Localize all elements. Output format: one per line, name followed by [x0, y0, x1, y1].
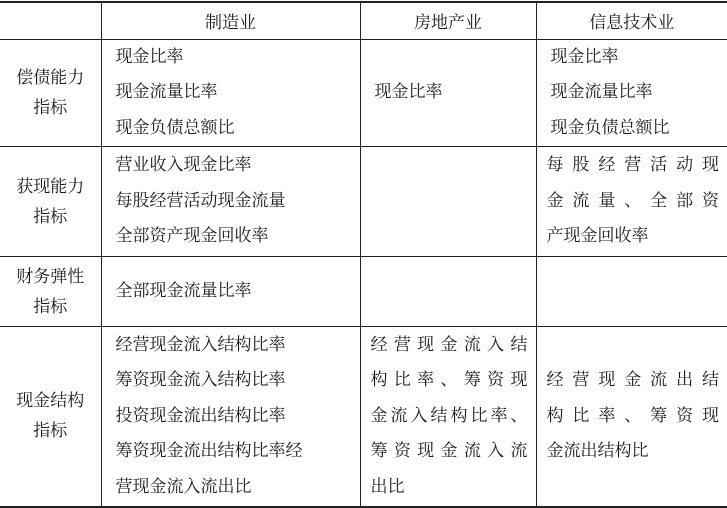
row-label-cash-acquisition: 获现能力 指标	[0, 147, 101, 257]
cell-real-estate	[360, 147, 536, 257]
table-row	[0, 327, 727, 507]
table-row	[0, 147, 727, 257]
row-label-cash-structure: 现金结构 指标	[0, 327, 101, 507]
header-corner	[0, 2, 101, 39]
table-row	[0, 39, 727, 147]
cell-manufacturing: 经营现金流入结构比率 筹资现金流入结构比率 投资现金流出结构比率 筹资现金流出结构比率经 营现金流入流出比	[101, 327, 360, 507]
header-real-estate: 房地产业	[360, 2, 536, 39]
cell-it: 经营现金流出结 构比率、筹资现 金流出结构比	[536, 327, 727, 507]
cell-manufacturing: 营业收入现金比率 每股经营活动现金流量 全部资产现金回收率	[101, 147, 360, 257]
indicator-table	[0, 1, 727, 508]
row-label-financial-flexibility: 财务弹性 指标	[0, 257, 101, 327]
cell-it	[536, 257, 727, 327]
header-it: 信息技术业	[536, 2, 727, 39]
cell-manufacturing: 全部现金流量比率	[101, 257, 360, 327]
cell-real-estate: 现金比率	[360, 39, 536, 147]
row-label-solvency: 偿债能力 指标	[0, 39, 101, 147]
cell-real-estate: 经营现金流入结 构比率、筹资现 金流入结构比率、 筹资现金流入流 出比	[360, 327, 536, 507]
cell-it: 每股经营活动现 金流量、全部资 产现金回收率	[536, 147, 727, 257]
cell-manufacturing: 现金比率 现金流量比率 现金负债总额比	[101, 39, 360, 147]
table-row	[0, 257, 727, 327]
cell-it: 现金比率 现金流量比率 现金负债总额比	[536, 39, 727, 147]
header-row	[0, 2, 727, 39]
header-manufacturing: 制造业	[101, 2, 360, 39]
cell-real-estate	[360, 257, 536, 327]
